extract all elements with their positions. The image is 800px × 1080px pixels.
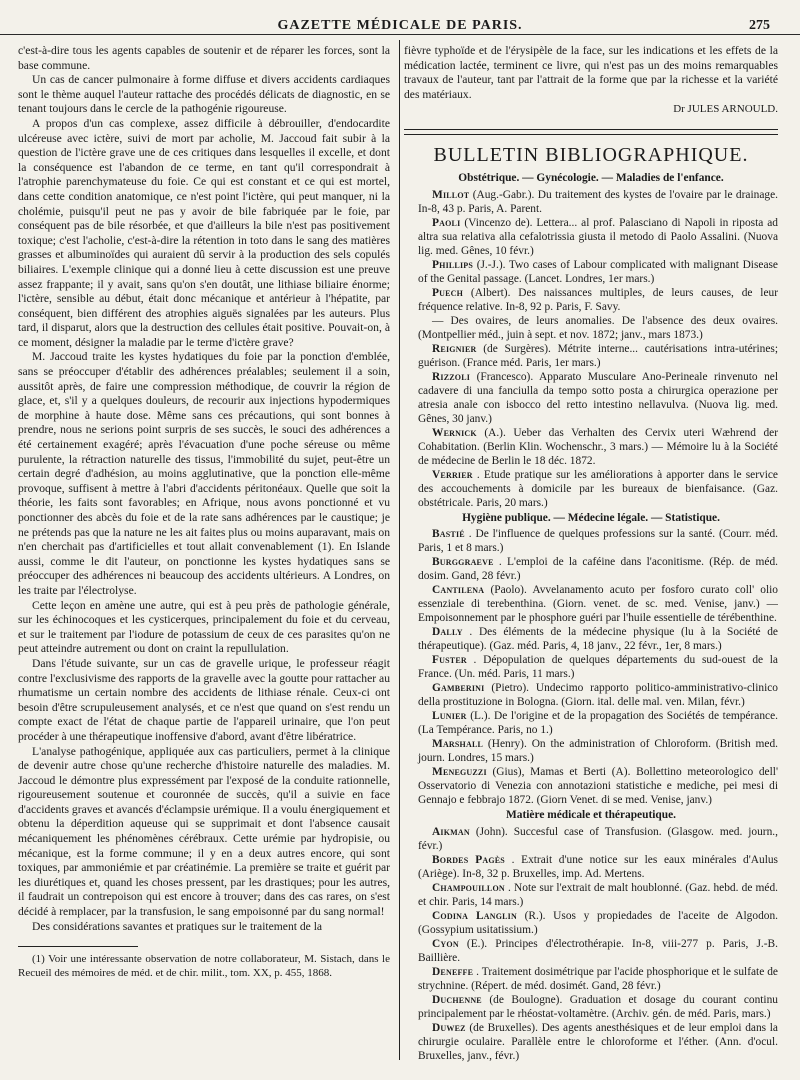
bibliography-entry [404, 468, 778, 510]
entry-author: Phillips [432, 258, 474, 271]
entry-author: Meneguzzi [432, 766, 487, 779]
paragraph: Un cas de cancer pulmonaire à forme diffuse et divers accidents cardiaques sont le thème auquel l'auteur rattache des procédés délicats de diagnostic, en se tenant toujours dans le cercle de la pathogénie rigoureuse. [18, 73, 390, 116]
entry-author: Marshall [432, 738, 484, 751]
paragraph: M. Jaccoud traite les kystes hydatiques du foie par la ponction d'emblée, sans se préoccuper d'établir des adhérences préalables; seulement il a soin, aussitôt après, de faire une compression méthodique, de couvrir la région de glace, et, s'il y a quelques douleurs, de recourir aux injections hypodermiques de morphine à haute dose. Même sans ces précautions, qui sont bonnes à prendre, nous ne serions point surpris de ses succès, le souci des adhérences a été certainement exagéré; après l'évacuation d'une poche séreuse ou même purulente, la rétraction naturelle des tissus, l'immobilité du sujet, peut-être un certain degré d'adhésion, au moins agglutinative, que la ponction elle-même provoque, suffisent à mettre à l'abri d'accidents péritonéaux. Quelle que soit la théorie, les faits sont favorables; en Afrique, nous avons ponctionné et vu ponctionner des abcès du foie et de la rate sans adhérences par le caustique; je ne prétends pas que la nature ne les ait faites plus ou moins auparavant, mais on n'en cherchait pas d'artificielles et tout allait convenablement (1). En Islande aussi, comme le dit l'auteur, on ponctionne les kystes hydatiques sans se préoccuper des adhérences ni beaucoup des accidents ultérieurs. A Londres, on les traite par l'électrolyse. [18, 350, 390, 597]
entry-author: Cyon [432, 937, 459, 950]
bibliography-sections [404, 171, 778, 1063]
entry-author: Bastié [432, 528, 465, 541]
paragraph: A propos d'un cas complexe, assez difficile à débrouiller, d'endocardite ulcéreuse avec ictère, suivi de mort par acholie, M. Jaccoud fait subir à la question de l'ictère grave une de ces critiques dans lesquelles il excelle, et dont la conséquence est l'abandon de ce terme, en tant qu'il correspondrait à l'atrophie parenchymateuse du foie. Ce qui est constant et ce qui est mortel, dans cette condition anatomique, ce n'est point l'ictère, qui peut manquer, ni la cholémie, puisqu'il peut ne pas y avoir de bile fabriquée par le foie, par conséquent pas de bile résorbée, et que d'ailleurs la bile n'est pas positivement toxique; c'est l'acholie, c'est-à-dire la rétention in toto dans le sang des matières grasses et albuminoïdes qui auraient dû servir à la production des sels copulés biliaires. L'exemple clinique qui a donné lieu à cette discussion est une preuve assez frappante; il y avait, sans qu'on s'en doutât, une lithiase biliaire énorme; l'ictère, sensible au début, était donc mécanique et antérieur à l'hépatite, par conséquent, bien différent des atrophies aiguës signalées par les auteurs. Plus tard, il disparut, alors que la destruction des cellules était positive. Pouvait-on, à ce moment, désigner la maladie par le terme d'ictère grave? [18, 116, 390, 349]
bibliography-entry [404, 314, 778, 342]
entry-text: (R.). Usos y propiedades de l'aceite de Algodon. (Gossypium usitatissium.) [418, 909, 778, 936]
section-heading: Hygiène publique. — Médecine légale. — Statistique. [462, 511, 720, 524]
bibliography-entry [404, 625, 778, 653]
running-title: GAZETTE MÉDICALE DE PARIS. [277, 18, 523, 33]
entry-text: . De l'influence de quelques professions sur la santé. (Courr. méd. Paris, 1 et 8 mars.) [418, 528, 778, 555]
bibliography-entry [404, 881, 778, 909]
entry-author: Verrier [432, 468, 473, 481]
entry-author: Cantilena [432, 584, 485, 597]
footnote-rule [18, 946, 138, 947]
paragraph: Cette leçon en amène une autre, qui est à peu près de pathologie générale, sur les échinocoques et les cysticerques, principalement du foie et du cerveau, et sur le traitement par l'iodure de potassium de ceux de ces parasites qu'on ne peut atteindre autrement ou dont on craint la repullulation. [18, 598, 390, 656]
entry-text: (Francesco). Apparato Musculare Ano-Perineale rinvenuto nel cadavere di una fanciulla da tempo sotto posta a chirurgica operazione per atresia anale con isbocco del retto intestino nellavulva. (Nuova lig. med. Gênes, 30 janv.) [418, 370, 778, 425]
entry-author: Fuster [432, 654, 467, 667]
bibliography-entry [404, 216, 778, 258]
paragraph: Des considérations savantes et pratiques sur le traitement de la [32, 919, 323, 933]
bibliography-entry [404, 965, 778, 993]
author-signature: Dr JULES ARNOULD. [673, 103, 778, 116]
bibliography-entry [404, 555, 778, 583]
entry-author: Lunier [432, 710, 467, 723]
right-column [404, 44, 778, 1074]
entry-author: Deneffe [432, 965, 474, 978]
entry-text: . Etude pratique sur les améliorations à apporter dans le service des accouchements à domicile par les bureaux de bienfaisance. (Gaz. obstétricale. Paris, 20 mars.) [418, 468, 778, 509]
paragraph: L'analyse pathogénique, appliquée aux cas particuliers, permet à la clinique de devenir autre chose qu'une recherche d'histoire naturelle des maladies. M. Jaccoud le démontre plus expressément par l'exposé de la conduite rationnelle, rigoureusement soutenue et couronnée de succès, qu'il a suivie en face d'accidents graves et avancés d'éclampsie urémique. Il a voulu énergiquement et obtenu la déperdition aqueuse qui se supprimait et dont l'absence causait mécaniquement les phénomènes cérébraux. Cette urémie par hydropisie, ou mécanique, est la forme commune; il y en a deux autres encore, qui sont toxiques, par ammoniémie et par créatinémie. La première se traite et guérit par les diurétiques et, quand les choses pressent, par les drastiques; pour les autres, il faudrait un contrepoison qui est encore à trouver; dans des cas rares, on s'est décidé à remplacer, par la transfusion, le sang empoisonné par du sang normal! [18, 744, 390, 919]
entry-author: Duwez [432, 1021, 466, 1034]
bibliography-entry [404, 681, 778, 709]
bibliography-entry [404, 937, 778, 965]
entry-text: — Des ovaires, de leurs anomalies. De l'absence des deux ovaires. (Montpellier méd., juin à sept. et nov. 1872; janv., mars 1873.) [418, 314, 778, 341]
entry-author: Codina Langlin [432, 909, 517, 922]
entry-text: . L'emploi de la caféine dans l'aconitisme. (Rép. de méd. dosim. Gand, 28 févr.) [418, 556, 778, 583]
entry-text: (Albert). Des naissances multiples, de leurs causes, de leur fréquence relative. In-8, 92 p. Paris, F. Savy. [418, 286, 778, 313]
entry-text: (Vincenzo de). Lettera... al prof. Palasciano di Napoli in riposta ad altra sua relativa alla cefalotrissia giusta il metodo di Paolo Assalini. (Nuova lig. med. Gênes, 10 févr.) [418, 216, 778, 257]
entry-author: Aikman [432, 825, 470, 838]
entry-author: Wernick [432, 426, 477, 439]
page-header [0, 10, 800, 35]
entry-text: (Henry). On the administration of Chloroform. (British med. journ. Londres, 15 mars.) [418, 738, 778, 765]
page-number: 275 [749, 18, 770, 33]
entry-author: Dally [432, 626, 463, 639]
entry-text: (de Bruxelles). Des agents anesthésiques et de leur emploi dans la chirurgie oculaire. Parallèle entre le chloroforme et l'éther. (Ann. d'ocul. Bruxelles, janv., févr.) [418, 1021, 778, 1062]
paragraph: Dans l'étude suivante, sur un cas de gravelle urique, le professeur réagit contre l'exclusivisme des rapports de la gravelle avec la goutte pour rattacher au rhumatisme un certain nombre des accidents de lithiase rénale. Ceux-ci ont besoin d'être scrupuleusement analysés, et ce n'est que quand on s'est rendu un compte exact de l'état de chaque partie de l'appareil urinaire, que l'on peut procéder à une thérapeutique inoffensive d'abord, avant d'être libératrice. [18, 656, 390, 743]
entry-text: (de Surgères). Métrite interne... cautérisations intra-utérines; guérison. (France méd. Paris, 1er mars.) [418, 342, 778, 369]
bibliography-entry [404, 653, 778, 681]
bibliography-entry [404, 909, 778, 937]
bulletin-title: BULLETIN BIBLIOGRAPHIQUE. [433, 143, 749, 166]
entry-text: (Aug.-Gabr.). Du traitement des kystes de l'ovaire par le drainage. In-8, 43 p. Paris, A. Parent. [418, 188, 778, 215]
entry-text: (Paolo). Avvelanamento acuto per fosforo curato coll' olio essenziale di terebenthina. (Giorn. venet. de sc. med. Venise, janv.) — Empoisonnement par le phosphore guéri par l'huile essentielle de térébenthine. [418, 584, 778, 625]
entry-author: Duchenne [432, 993, 482, 1006]
paragraph: c'est-à-dire tous les agents capables de soutenir et de réparer les forces, sont la base commune. [18, 44, 390, 72]
entry-text: . Dépopulation de quelques départements du sud-ouest de la France. (Un. méd. Paris, 11 mars.) [418, 654, 778, 681]
entry-text: (Pietro). Undecimo rapporto politico-amministrativo-clinico della prostituzione in Bologna. (Giorn. ital. delle mal. ven. Milan, févr.) [418, 682, 778, 709]
column-divider [399, 40, 400, 1060]
bibliography-entry [404, 188, 778, 216]
bibliography-entry [404, 993, 778, 1021]
entry-text: (de Boulogne). Graduation et dosage du courant continu principalement par le rhéostat-voltamètre. (Archiv. gén. de méd. Paris, mars.) [418, 993, 778, 1020]
entry-author: Rizzoli [432, 370, 471, 383]
bibliography-entry [404, 825, 778, 853]
entry-text: (L.). De l'origine et de la propagation des Sociétés de tempérance. (La Tempérance. Paris, no 1.) [418, 710, 778, 737]
left-column [18, 44, 390, 1074]
entry-text: (A.). Ueber das Verhalten des Cervix uteri Wæhrend der Cohabitation. (Berlin Klin. Wochenschr., 3 mars.) — Mémoire lu à la Société de médecine de Berlin le 18 déc. 1872. [418, 426, 778, 467]
section-heading: Obstétrique. — Gynécologie. — Maladies de l'enfance. [458, 171, 724, 184]
entry-author: Burggraeve [432, 556, 494, 569]
continuation-paragraph: fièvre typhoïde et de l'érysipèle de la face, sur les indications et les effets de la médication lactée, terminent ce livre, qui n'est pas un des moins remarquables travaux de l'auteur, tant par l'attrait de la forme que par la richesse et la variété des matériaux. [404, 44, 778, 101]
entry-text: (J.-J.). Two cases of Labour complicated with malignant Disease of the Genital passage. (Lancet. Londres, 1er mars.) [418, 258, 778, 285]
entry-text: (Gius), Mamas et Berti (A). Bollettino meteorologico dell' Osservatorio di Venezia con annotazioni statistiche e mediche, pei mesi di Gennajo e febbrajo 1872. (Giorn Venet. di se med. Venise, janv.) [418, 766, 778, 807]
entry-author: Bordes Pagès [432, 853, 505, 866]
entry-text: . Des éléments de la médecine physique (lu à la Société de thérapeutique). (Gaz. méd. Paris, 4, 18 janv., 22 févr., 1er, 8 mars.) [418, 626, 778, 653]
bibliography-entry [404, 370, 778, 426]
entry-text: . Traitement dosimétrique par l'acide phosphorique et le sulfate de strychnine. (Répert. de méd. dosimét. Gand, 28 févr.) [418, 965, 778, 992]
entry-author: Gamberini [432, 682, 485, 695]
entry-author: Millot [432, 188, 470, 201]
entry-text: . Note sur l'extrait de malt houblonné. (Gaz. hebd. de méd. et chir. Paris, 14 mars.) [418, 881, 778, 908]
entry-author: Puech [432, 286, 464, 299]
entry-text: (John). Succesful case of Transfusion. (Glasgow. med. journ., févr.) [418, 825, 778, 852]
entry-text: . Extrait d'une notice sur les eaux minérales d'Aulus (Ariège). In-8, 32 p. Bruxelles, imp. Ad. Mertens. [418, 853, 778, 880]
footnote: (1) Voir une intéressante observation de notre collaborateur, M. Sistach, dans le Recueil des mémoires de méd. et de chir. milit., tom. XX, p. 455, 1868. [18, 953, 390, 979]
bibliography-entry [404, 286, 778, 314]
entry-author: Reignier [432, 342, 477, 355]
bibliography-entry [404, 583, 778, 625]
entry-author: Paoli [432, 216, 461, 229]
bibliography-entry [404, 342, 778, 370]
bibliography-entry [404, 527, 778, 555]
bibliography-entry [404, 258, 778, 286]
entry-text: (E.). Principes d'électrothérapie. In-8, viii-277 p. Paris, J.-B. Baillière. [418, 937, 778, 964]
bibliography-entry [404, 709, 778, 737]
bibliography-entry [404, 853, 778, 881]
section-rule [404, 129, 778, 135]
section-heading: Matière médicale et thérapeutique. [506, 809, 676, 822]
bibliography-entry [404, 1021, 778, 1063]
bibliography-entry [404, 426, 778, 468]
bibliography-entry [404, 737, 778, 765]
bibliography-entry [404, 765, 778, 807]
entry-author: Champouillon [432, 881, 505, 894]
